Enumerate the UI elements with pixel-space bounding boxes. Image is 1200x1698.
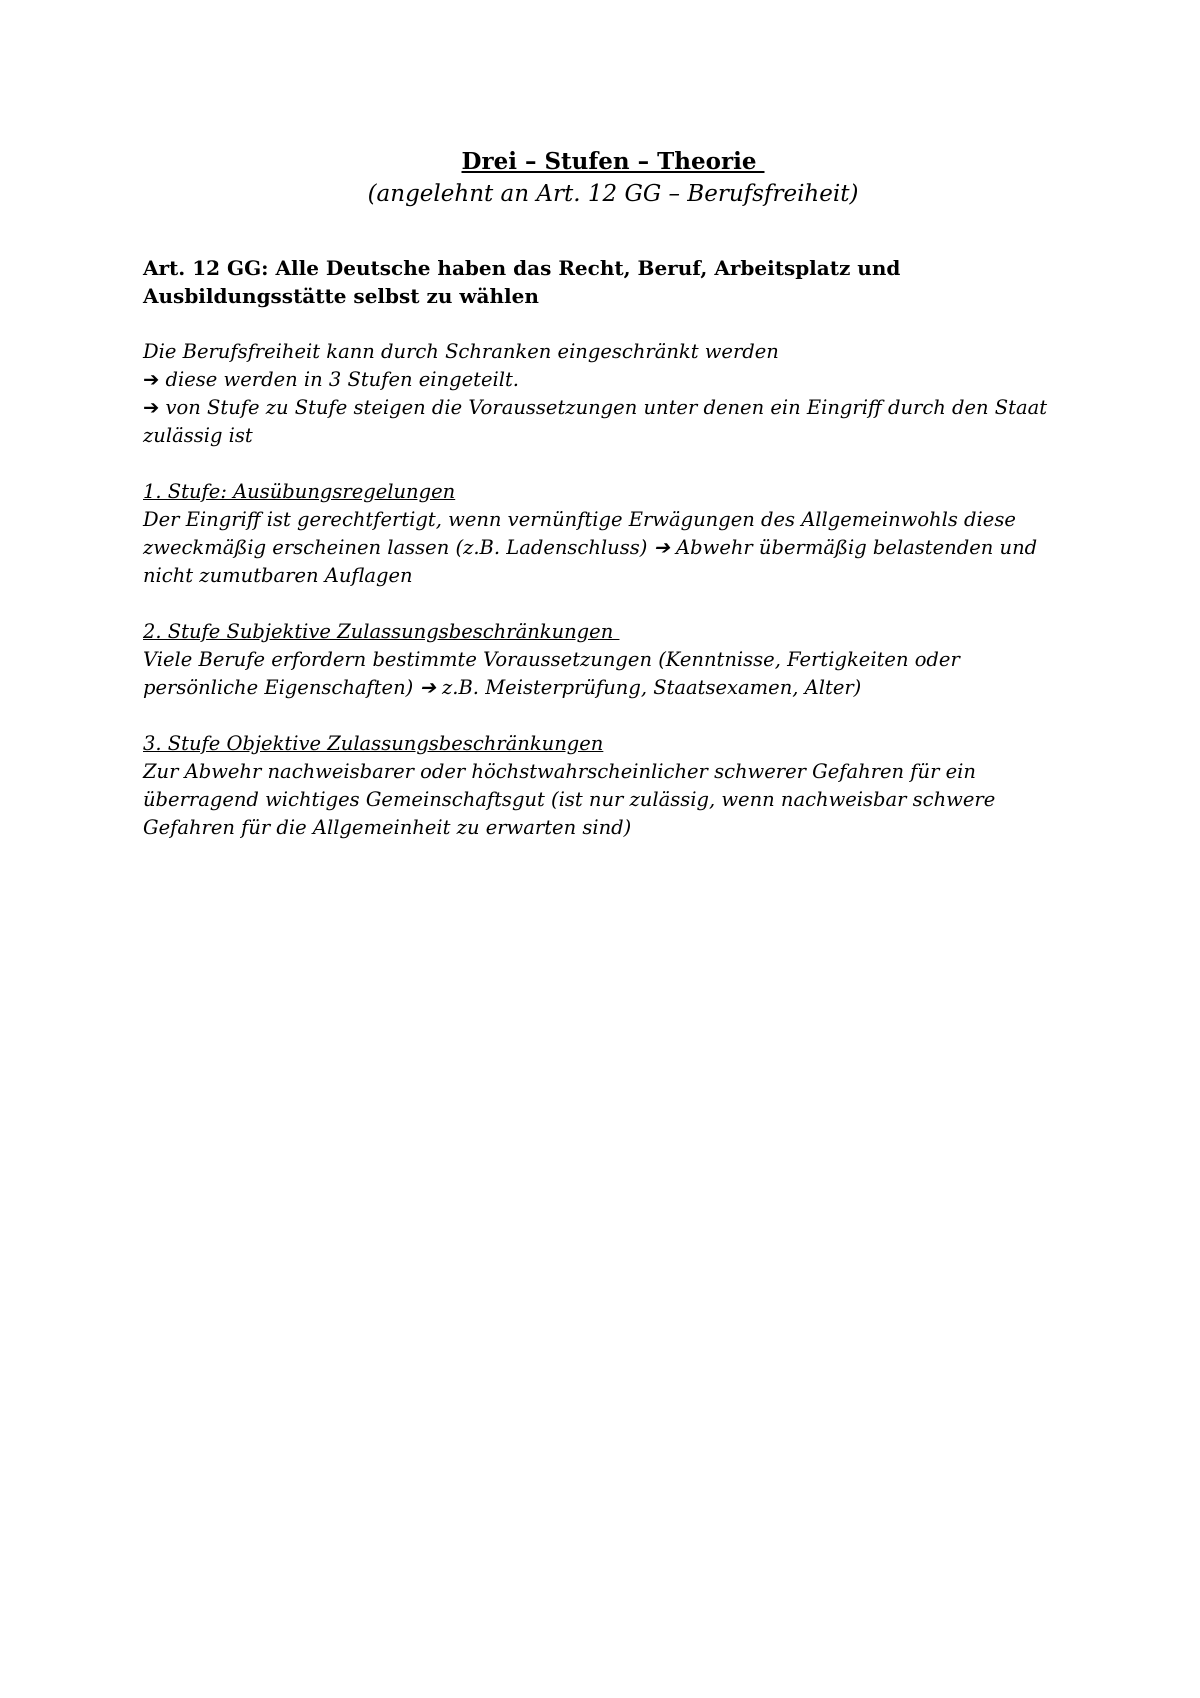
- intro-paragraph: [143, 338, 1083, 450]
- stufe1-line: Der Eingriff ist gerechtfertigt, wenn vernünftige Erwägungen des Allgemeinwohls diese: [143, 508, 1016, 531]
- stufe2-heading: 2. Stufe Subjektive Zulassungsbeschränkungen: [143, 620, 620, 643]
- article-statement: [143, 254, 1083, 310]
- intro-line: zulässig ist: [143, 424, 253, 447]
- stufe3-line: Zur Abwehr nachweisbarer oder höchstwahrscheinlicher schwerer Gefahren für ein: [143, 760, 976, 783]
- stufe2-section: [143, 618, 1083, 702]
- right-arrow-icon: ➔: [143, 396, 160, 419]
- document-title: Drei – Stufen – Theorie: [461, 148, 765, 175]
- stufe1-line: zweckmäßig erscheinen lassen (z.B. Ladenschluss) ➔ Abwehr übermäßig belastenden und: [143, 536, 1038, 559]
- stufe2-line: Viele Berufe erfordern bestimmte Voraussetzungen (Kenntnisse, Fertigkeiten oder: [143, 648, 960, 671]
- article-line: Ausbildungsstätte selbst zu wählen: [143, 284, 539, 308]
- stufe3-heading: 3. Stufe Objektive Zulassungsbeschränkungen: [143, 732, 604, 755]
- intro-line: [143, 394, 1083, 422]
- title-block: [143, 146, 1083, 210]
- intro-line-text: diese werden in 3 Stufen eingeteilt.: [159, 368, 519, 391]
- document-subtitle: (angelehnt an Art. 12 GG – Berufsfreiheit): [367, 181, 859, 207]
- article-line: Art. 12 GG: Alle Deutsche haben das Recht, Beruf, Arbeitsplatz und: [143, 256, 901, 280]
- stufe1-section: [143, 478, 1083, 590]
- intro-line: Die Berufsfreiheit kann durch Schranken eingeschränkt werden: [143, 340, 779, 363]
- stufe2-line: persönliche Eigenschaften) ➔ z.B. Meisterprüfung, Staatsexamen, Alter): [143, 676, 862, 699]
- stufe3-line: Gefahren für die Allgemeinheit zu erwarten sind): [143, 816, 632, 839]
- intro-line-text: von Stufe zu Stufe steigen die Voraussetzungen unter denen ein Eingriff durch den Staat: [159, 396, 1048, 419]
- stufe3-section: [143, 730, 1083, 842]
- stufe1-heading: 1. Stufe: Ausübungsregelungen: [143, 480, 456, 503]
- document-content: [143, 146, 1083, 870]
- stufe3-line: überragend wichtiges Gemeinschaftsgut (ist nur zulässig, wenn nachweisbar schwere: [143, 788, 996, 811]
- intro-line: [143, 366, 1083, 394]
- right-arrow-icon: ➔: [143, 368, 160, 391]
- stufe1-line: nicht zumutbaren Auflagen: [143, 564, 413, 587]
